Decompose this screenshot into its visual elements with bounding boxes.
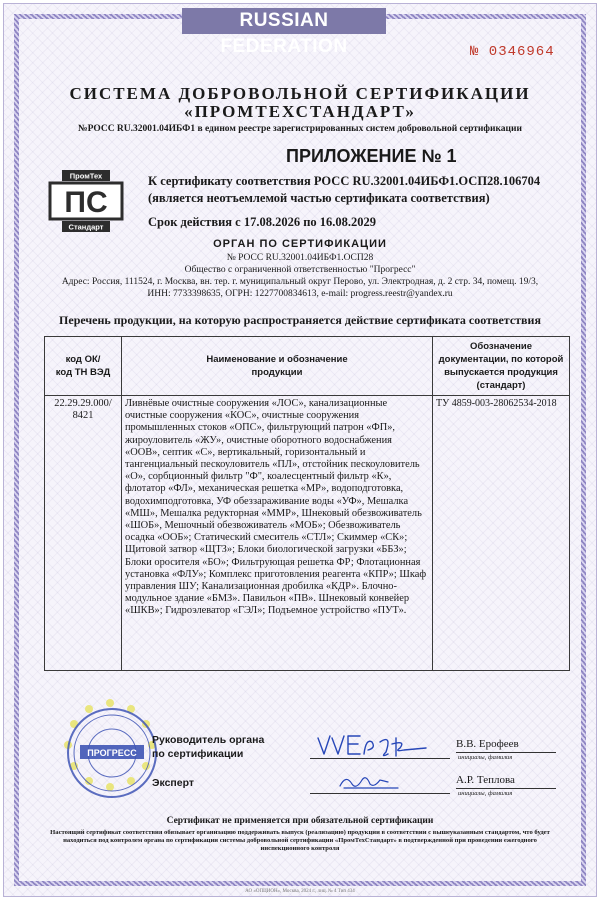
registry-number: №РОСС RU.32001.04ИБФ1 в едином реестре зарегистрированных систем добровольной сертификации — [78, 124, 522, 134]
row-product-name: Ливнёвые очистные сооружения «ЛОС», канализационные очистные сооружения «КОС», очистные сооружения промышленных стоков «ОПС», фильтрующий патрон «ФП», жироуловитель «ЖУ», очистные оборотного водоснабжения «ООВ», септик «С», вертикальный, горизонтальный и тангенциальный пескоуловитель «ПЛ», отстойник пескоуловитель «О», сорбционный фильтр "Ф", коалесцентный фильтр «К», флотатор «ФЛ», механическая решетка «МР», водоподготовка, водохимподготовка, УФ обеззараживание воды «УФ», Мешалка «МШ», Мешалка редукторная «ММР», Шнековый обезвоживатель «ШОБ», Мешочный обезвоживатель «МОБ»; Обезвоживатель осадка «ООБ»; Статический смеситель «СТЛ»; Скиммер «СК»; Щитовой затвор «ЩТЗ»; Блоки биологической загрузки «ББЗ»; Блоки оросителя «БО»; Фильтрующая решетка ФР; Флотационная установка «ФЛУ»; Комплекс приготовления реагента «КПР»; Шкаф управления ШУ; Канализационная дробилка «КДР». Блочно-модульное здание «БМЗ». Павильон «ПВ». Шнековый конвейер «ШКВ»; Гидроэлеватор «ГЭЛ»; Подъемное устройство «ПУТ». — [122, 396, 433, 671]
not-valid-note: Сертификат не применяется при обязательной сертификации — [166, 816, 434, 826]
certificate-reference: К сертификату соответствия РОСС RU.32001.04ИБФ1.ОСП28.106704 — [148, 174, 541, 188]
head-role-line2: по сертификации — [152, 748, 244, 760]
head-fio-caption: инициалы, фамилия — [458, 754, 513, 761]
system-title: СИСТЕМА ДОБРОВОЛЬНОЙ СЕРТИФИКАЦИИ — [69, 84, 531, 103]
head-name: В.В. Ерофеев — [456, 738, 519, 750]
expert-name-line — [456, 788, 556, 789]
head-role-line1: Руководитель органа — [152, 734, 265, 746]
header-name: Наименование и обозначение продукции — [122, 337, 433, 396]
expert-name: А.Р. Теплова — [456, 774, 515, 786]
table-row — [45, 396, 570, 671]
header-code: код ОК/ код ТН ВЭД — [45, 337, 122, 396]
table-header-row — [45, 337, 570, 396]
header-standard: Обозначение документации, по которой выпускается продукция (стандарт) — [433, 337, 570, 396]
printing-info: АО «ОПЦИОН», Москва, 2024 г., лиц. № 4 Тип 434 — [245, 889, 355, 894]
validity-period: Срок действия с 17.08.2026 по 16.08.2029 — [148, 215, 377, 229]
certificate-note: (является неотъемлемой частью сертификата соответствия) — [148, 191, 490, 205]
logo-top-text: ПромТех — [69, 171, 103, 181]
organ-heading: ОРГАН ПО СЕРТИФИКАЦИИ — [213, 238, 387, 250]
seal-text: ПРОГРЕСС — [87, 748, 137, 758]
expert-fio-caption: инициалы, фамилия — [458, 790, 513, 797]
logo-mark: ПС — [64, 186, 108, 219]
appendix-title: ПРИЛОЖЕНИЕ № 1 — [286, 146, 457, 166]
footer-note: Настоящий сертификат соответствия обязывает организацию поддерживать выпуск (реализацию) продукции в соответствии с вышеуказанным стандартом, что будет находиться под контролем органа по сертификации системы добровольной сертификации «ПромТехСтандарт» в подтвержденной при проведении ежегодного инспекционного контроля — [50, 829, 550, 852]
expert-signature — [336, 770, 406, 794]
head-name-line — [456, 752, 556, 753]
head-signature — [314, 728, 434, 762]
organ-number: № РОСС RU.32001.04ИБФ1.ОСП28 — [226, 253, 374, 263]
promtechstandart-logo — [48, 170, 124, 232]
logo-bottom-text: Стандарт — [68, 222, 104, 232]
expert-signature-line — [310, 793, 450, 794]
row-standard: ТУ 4859-003-28062534-2018 — [433, 396, 570, 671]
serial-number: № 0346964 — [470, 44, 555, 60]
product-list-title: Перечень продукции, на которую распространяется действие сертификата соответствия — [59, 313, 541, 327]
product-table — [44, 336, 570, 671]
head-signature-line — [310, 758, 450, 759]
row-code: 22.29.29.000/ 8421 — [45, 396, 122, 671]
expert-role: Эксперт — [152, 777, 195, 789]
system-name: «ПРОМТЕХСТАНДАРТ» — [184, 102, 416, 121]
organ-details: ИНН: 7733398635, ОГРН: 1227700834613, e-mail: progress.reestr@yandex.ru — [147, 289, 453, 299]
organ-address: Адрес: Россия, 111524, г. Москва, вн. тер. г. муниципальный округ Перово, ул. Электродная, д. 2 стр. 34, помещ. 19/3, — [61, 277, 539, 287]
organ-name: Общество с ограниченной ответственностью "Прогресс" — [184, 265, 416, 275]
country-banner: RUSSIAN FEDERATION — [182, 8, 386, 34]
